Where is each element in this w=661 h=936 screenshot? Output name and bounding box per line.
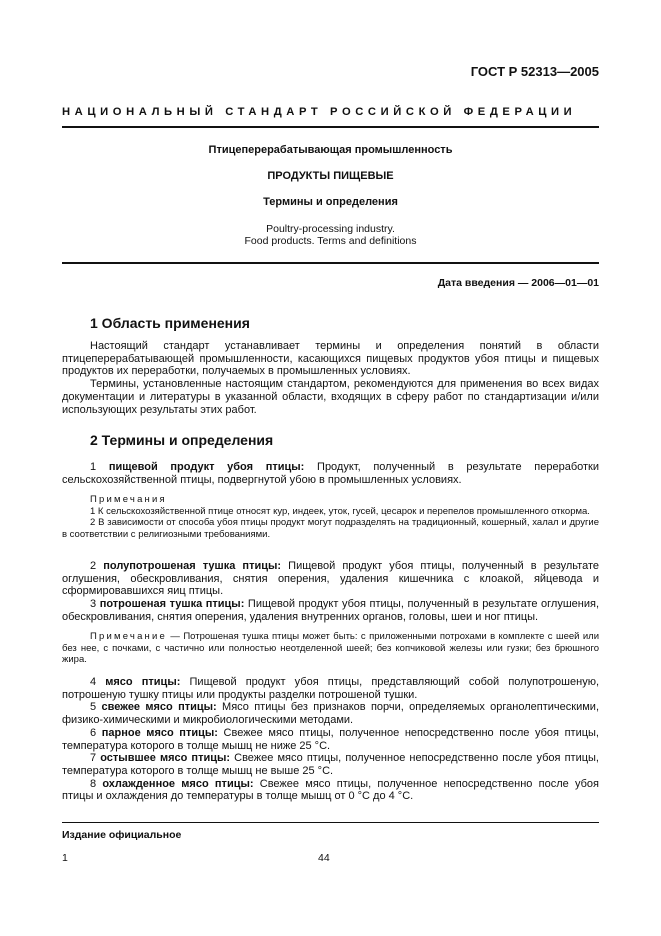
title-industry: Птицеперерабатывающая промышленность bbox=[208, 144, 453, 156]
term-7-term: остывшее мясо птицы: bbox=[100, 752, 231, 765]
header-rule bbox=[62, 126, 599, 128]
term-3-def: Пищевой продукт убоя птицы, полученный в результате оглушения, обескровливания, снятия оперения, удаления внутренних органов, головы, шеи и ног птицы. bbox=[62, 598, 600, 623]
term-7-def: Свежее мясо птицы, полученное непосредственно после убоя птицы, температура которого в толще мышц не выше 25 °С. bbox=[62, 752, 599, 777]
section1-heading: 1 Область применения bbox=[90, 315, 250, 331]
title-products: ПРОДУКТЫ ПИЩЕВЫЕ bbox=[267, 170, 394, 182]
title-rule bbox=[62, 262, 599, 264]
term-4-term: мясо птицы: bbox=[105, 676, 181, 688]
term-2-def: Пищевой продукт убоя птицы, полученный в результате оглушения, обескровливания, снятия оперения, удаления кишечника с клоакой, яйцевода и сформировавшихся яиц птицы. bbox=[62, 560, 599, 598]
term-1-term: пищевой продукт убоя птицы: bbox=[108, 461, 305, 473]
note-3-title: Примечание bbox=[90, 631, 167, 642]
term-2-num: 2 bbox=[90, 560, 97, 572]
notes-1-title: Примечания bbox=[90, 494, 167, 505]
section1-body bbox=[62, 340, 599, 416]
title-terms: Термины и определения bbox=[263, 196, 398, 208]
title-english-line2: Food products. Terms and definitions bbox=[244, 235, 417, 247]
note-3 bbox=[62, 631, 599, 666]
title-english bbox=[62, 223, 599, 247]
term-3-term: потрошеная тушка птицы: bbox=[99, 598, 245, 611]
page-number-left: 1 bbox=[62, 852, 68, 864]
term-6-term: парное мясо птицы: bbox=[101, 726, 218, 739]
section1-para1: Настоящий стандарт устанавливает термины и определения понятий в области птицеперерабатывающей промышленности, касающихся пищевых продуктов убоя птицы и пищевых продуктов их переработки, получаемых в промышленных условиях. bbox=[62, 340, 599, 378]
term-3-num: 3 bbox=[90, 598, 97, 611]
footer-rule bbox=[62, 822, 599, 823]
page-number-center: 44 bbox=[318, 852, 330, 864]
term-2-term: полупотрошеная тушка птицы: bbox=[103, 560, 282, 572]
notes-1 bbox=[62, 494, 599, 540]
term-8-def: Свежее мясо птицы, полученное непосредственно после убоя птицы и охлаждения до температуры в толще мышц от 0 °С до 4 °С. bbox=[62, 777, 599, 803]
term-4-def: Пищевой продукт убоя птицы, представляющий собой полупотрошеную, потрошеную тушку птицы или продукты разделки потрошеной тушки. bbox=[62, 676, 599, 701]
term-5-def: Мясо птицы без признаков порчи, определяемых органолептическими, физико-химическими и микробиологическими методами. bbox=[62, 701, 599, 727]
note-3-text: — Потрошеная тушка птицы может быть: с приложенными потрохами в комплекте с шеей или без нее, с почками, с частично или полностью неотделенной шеей; без копчиковой железы или гузки; без брюшного жира. bbox=[62, 631, 600, 665]
term-8-num: 8 bbox=[90, 777, 97, 790]
title-english-line1: Poultry-processing industry. bbox=[266, 223, 395, 235]
section2-heading: 2 Термины и определения bbox=[90, 432, 274, 448]
notes-1-item2: 2 В зависимости от способа убоя птицы продукт могут подразделять на традиционный, кошерный, халал и другие в соответствии с религиозными требованиями. bbox=[62, 517, 599, 540]
section1-para2: Термины, установленные настоящим стандартом, рекомендуются для применения во всех видах документации и литературы в указанной области, входящих в сферу работ по стандартизации и/или использующих результаты этих работ. bbox=[62, 378, 599, 416]
term-5-num: 5 bbox=[90, 701, 97, 714]
official-edition: Издание официальное bbox=[62, 829, 182, 841]
terms-4-8 bbox=[62, 676, 599, 803]
term-6-num: 6 bbox=[90, 726, 97, 739]
standard-banner: НАЦИОНАЛЬНЫЙ СТАНДАРТ РОССИЙСКОЙ ФЕДЕРАЦИИ bbox=[62, 106, 577, 118]
term-7-num: 7 bbox=[90, 752, 97, 765]
notes-1-item1: 1 К сельскохозяйственной птице относят кур, индеек, уток, гусей, цесарок и перепелов промышленного откорма. bbox=[90, 505, 590, 517]
term-5-term: свежее мясо птицы: bbox=[101, 701, 217, 714]
term-1-num: 1 bbox=[90, 461, 97, 473]
term-1 bbox=[62, 461, 599, 486]
term-8-term: охлажденное мясо птицы: bbox=[102, 777, 254, 790]
terms-2-3 bbox=[62, 560, 599, 624]
term-4-num: 4 bbox=[90, 676, 97, 688]
intro-date: Дата введения — 2006—01—01 bbox=[437, 277, 599, 289]
term-1-def: Продукт, полученный в результате переработки сельскохозяйственной птицы, подвергнутой убою в промышленных условиях. bbox=[62, 461, 600, 486]
doc-number: ГОСТ Р 52313—2005 bbox=[470, 64, 599, 79]
term-6-def: Свежее мясо птицы, полученное непосредственно после убоя птицы, температура которого в толще мышц не ниже 25 °С. bbox=[62, 726, 599, 752]
